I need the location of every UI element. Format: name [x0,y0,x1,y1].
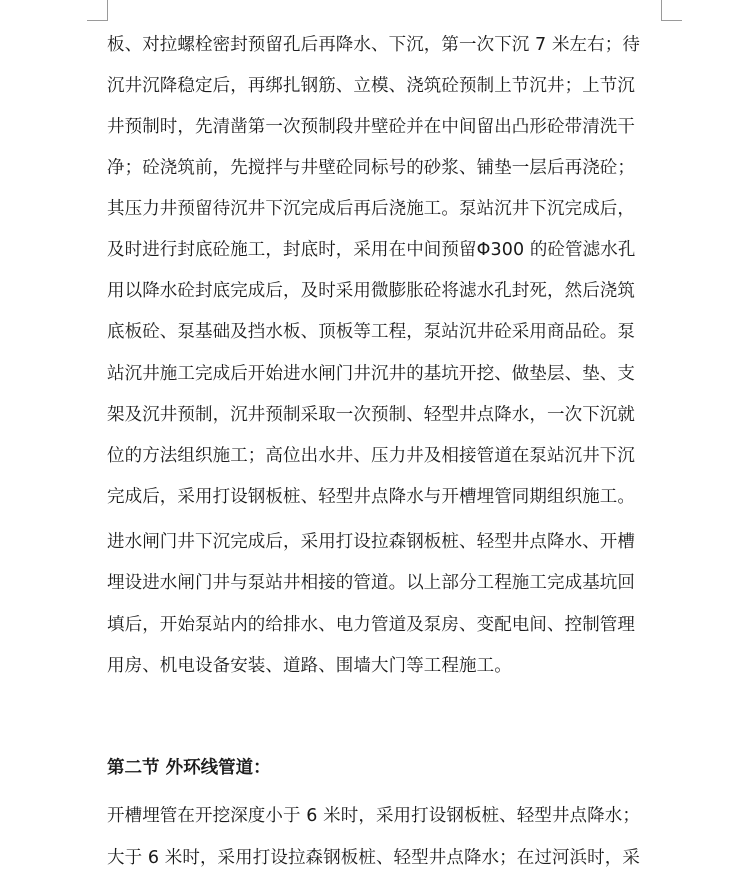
header-corner-mark-right [661,0,682,21]
paragraph-line: 进水闸门井下沉完成后，采用打设拉森钢板桩、轻型井点降水、开槽 [107,532,635,552]
paragraph-line: 及时进行封底砼施工，封底时，采用在中间预留Φ300 的砼管滤水孔 [107,240,636,260]
paragraph-line: 架及沉井预制，沉井预制采取一次预制、轻型井点降水，一次下沉就 [107,405,635,425]
paragraph-line: 用房、机电设备安装、道路、围墙大门等工程施工。 [107,656,512,676]
paragraph-line: 底板砼、泵基础及挡水板、顶板等工程，泵站沉井砼采用商品砼。泵 [107,322,635,342]
paragraph-line: 站沉井施工完成后开始进水闸门井沉井的基坑开挖、做垫层、垫、支 [107,364,635,384]
paragraph-line: 大于 6 米时，采用打设拉森钢板桩、轻型井点降水；在过河浜时，采 [107,848,640,868]
paragraph-line: 净；砼浇筑前，先搅拌与井壁砼同标号的砂浆、铺垫一层后再浇砼； [107,158,635,178]
header-corner-mark-left [87,0,108,21]
paragraph-line: 开槽埋管在开挖深度小于 6 米时，采用打设钢板桩、轻型井点降水； [107,806,640,826]
paragraph-line: 沉井沉降稳定后，再绑扎钢筋、立模、浇筑砼预制上节沉井；上节沉 [107,76,635,96]
section-heading: 第二节 外环线管道： [107,758,271,778]
paragraph-line: 完成后，采用打设钢板桩、轻型井点降水与开槽埋管同期组织施工。 [107,487,635,507]
paragraph-line: 填后，开始泵站内的给排水、电力管道及泵房、变配电间、控制管理 [107,615,635,635]
paragraph-line: 其压力井预留待沉井下沉完成后再后浇施工。泵站沉井下沉完成后， [107,199,635,219]
paragraph-line: 井预制时，先清凿第一次预制段井壁砼并在中间留出凸形砼带清洗干 [107,117,635,137]
paragraph-line: 板、对拉螺栓密封预留孔后再降水、下沉，第一次下沉 7 米左右；待 [107,35,640,55]
paragraph-line: 位的方法组织施工；高位出水井、压力井及相接管道在泵站沉井下沉 [107,446,635,466]
paragraph-line: 用以降水砼封底完成后，及时采用微膨胀砼将滤水孔封死，然后浇筑 [107,281,635,301]
paragraph-line: 埋设进水闸门井与泵站井相接的管道。以上部分工程施工完成基坑回 [107,573,635,593]
